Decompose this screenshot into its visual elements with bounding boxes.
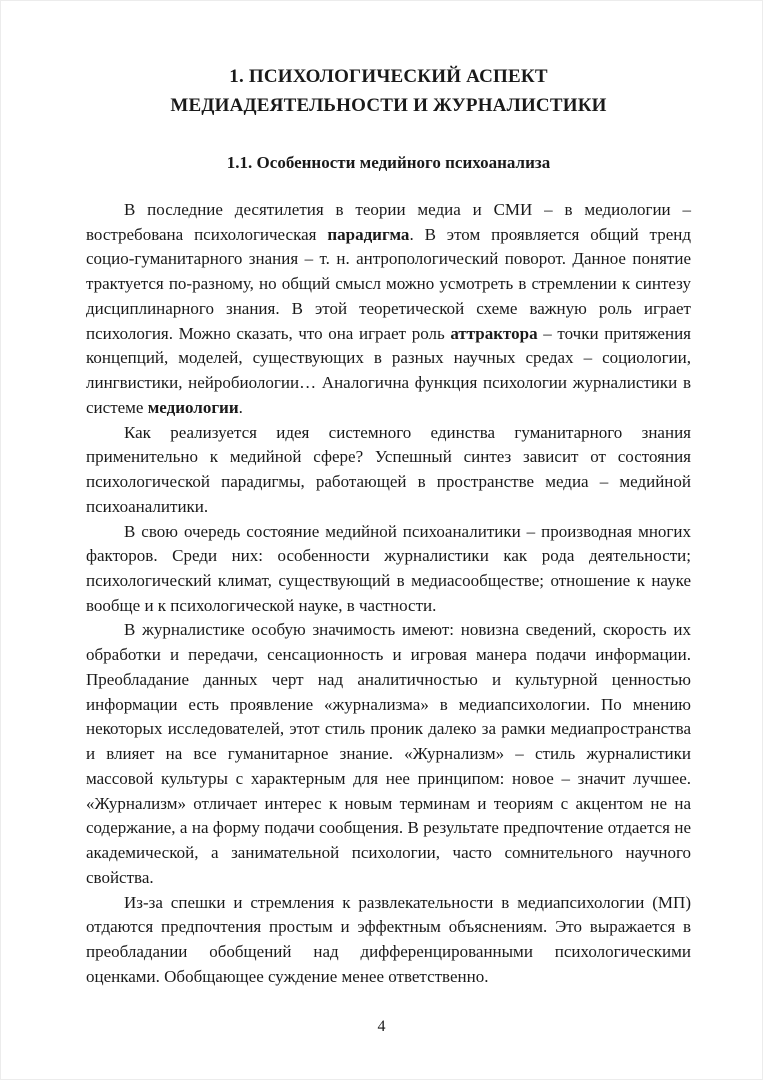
chapter-title-line-2: МЕДИАДЕЯТЕЛЬНОСТИ И ЖУРНАЛИСТИКИ [170, 95, 607, 117]
paragraph-4: В журналистике особую значимость имеют: новизна сведений, скорость их обработки и передачи, сенсационность и игровая манера подачи информации. Преобладание данных черт над аналитичностью и культурной ценностью информации есть проявление «журнализма» в медиапсихологии. По мнению некоторых исследователей, этот стиль проник далеко за рамки медиапространства и влияет на все гуманитарное знание. «Журнализм» – стиль журналистики массовой культуры с характерным для нее принципом: новое – значит лучшее. «Журнализм» отличает интерес к новым терминам и теориям с акцентом не на содержание, а на форму подачи сообщения. В результате предпочтение отдается не академической, а занимательной психологии, часто сомнительного научного свойства. [86, 620, 691, 887]
paragraph-3: В свою очередь состояние медийной психоаналитики – производная многих факторов. Среди них: особенности журналистики как рода деятельности; психологический климат, существующий в медиасообществе; отношение к науке вообще и к психологической науке, в частности. [86, 521, 691, 615]
page-number: 4 [377, 1018, 386, 1035]
section-title: 1.1. Особенности медийного психоанализа [226, 152, 551, 172]
paragraph-1: В последние десятилетия в теории медиа и СМИ – в медиологии – востребована психологическая парадигма. В этом проявляется общий тренд социо-гуманитарного знания – т. н. антропологический поворот. Данное понятие трактуется по-разному, но общий смысл можно усмотреть в стремлении к синтезу дисциплинарного знания. В этой теоретической схеме важную роль играет психология. Можно сказать, что она играет роль аттрактора – точки притяжения концепций, моделей, существующих в разных научных средах – социологии, лингвистики, нейробиологии… Аналогична функция психологии журналистики в системе медиологии. [86, 199, 691, 417]
paragraph-2: Как реализуется идея системного единства гуманитарного знания применительно к медийной сфере? Успешный синтез зависит от состояния психологической парадигмы, работающей в пространстве медиа – медийной психоаналитики. [86, 422, 691, 516]
paragraph-5: Из-за спешки и стремления к развлекательности в медиапсихологии (МП) отдаются предпочтения простым и эффектным объяснениям. Это выражается в преобладании обобщений над дифференцированными психологическими оценками. Обобщающее суждение менее ответственно. [86, 892, 691, 986]
chapter-title-line-1: 1. ПСИХОЛОГИЧЕСКИЙ АСПЕКТ [229, 66, 548, 87]
chapter-title [86, 62, 691, 121]
body-text [86, 198, 691, 990]
